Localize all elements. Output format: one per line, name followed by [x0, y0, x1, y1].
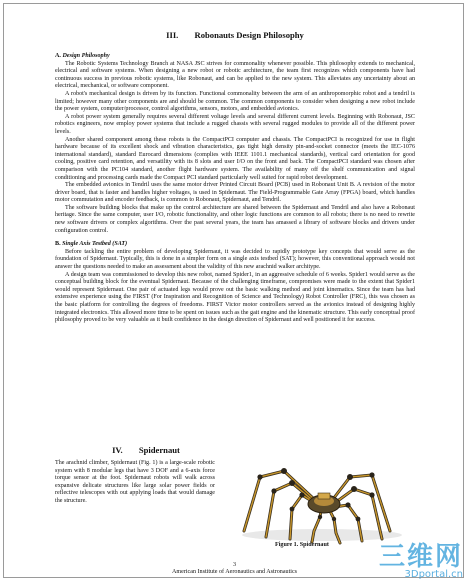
subsection-label: B.	[55, 241, 61, 248]
figure-caption: Figure 1. Spidernaut	[275, 542, 329, 548]
subsection-title: Single Axis Testbed (SAT)	[62, 241, 128, 248]
footer-organization: American Institute of Aeronautics and Astronautics	[171, 569, 298, 576]
watermark-logo: 三维网	[378, 542, 463, 572]
page-number: 3	[232, 562, 237, 568]
paragraph: A design team was commissioned to develop this new robot, named Spider1, in an aggressive schedule of 6 weeks. Spider1 would serve as the conceptual building block for the eventual Spidernaut. Because of the challenging timeframe, compromises were made to the extent that Spider1 would represent Spidernaut. One pair of actuated legs would prove out the basic walking method and joint kinematics. Since the team has had extensive experience using the FIRST (For Inspiration and Recognition of Science and Technology) Robot Controller (FRC), this was chosen as the basic platform for controlling the degrees of freedoms. FIRST Victor motor controllers served as the avionics instead of designing highly integrated electronics. This allowed more time to be spent on issues such as the gait engine and the kinematic structure. This early conceptual proof philosophy proved to be very valuable as it built confidence in the design direction of Spidernaut and well positioned it for success.	[55, 271, 415, 324]
subsection-heading-b	[55, 241, 415, 249]
section-title	[77, 445, 215, 456]
paragraph: The embedded avionics in Tendril uses the same motor driver Printed Circuit Board (PCB) used in Robonaut Unit B. A revision of the motor driver board, that is faster and handles higher voltages, is used in Spidernaut. The Field-Programmable Gate Array (FPGA) board, which handles motor commutation and encoder feedback, is common to Robonaut, Spidernaut, and Tendril.	[55, 182, 415, 204]
section-spidernaut	[55, 445, 215, 506]
subsection-title: Design Philosophy	[62, 53, 110, 59]
spidernaut-robot-photo	[222, 447, 415, 547]
paragraph: Before tackling the entire problem of developing Spidernaut, it was decided to rapidly prototype key concepts that would serve as the foundation of Spidernaut. Typically, this is done in a simpler form on a single axis testbed (SAT); however, this conventional approach would not answer the questions needed to make an assessment about the validity of this new arachnid walker architype.	[55, 248, 415, 271]
section-heading: Spidernaut	[138, 445, 180, 455]
watermark-url: 3Dportal.cn	[404, 569, 463, 580]
paragraph: The arachnid climber, Spidernaut (Fig. 1) is a large-scale robotic system with 8 modular legs that have 3 DOF and a 6-axis force torque sensor at the foot. Spidernaut robots will walk across expansive delicate structures like large solar power fields or reflective telescopes with out applying loads that would damage the structure.	[55, 460, 215, 504]
section-title	[55, 30, 415, 41]
paragraph: Another shared component among these robots is the CompactPCI computer and chassis. The CompactPCI is recognized for use in flight hardware because of its excellent shock and vibration characteristics, gas tight high density pin-and-socket connector (meets the IEC-1076 international standard), standard Eurocard dimensions (complies with IEEE 1101.1 mechanical standards), vertical card orientation for good cooling, positive card retention, and versatility with its 8 slots and user I/O on the front and back. The CompactPCI standard was chosen after comparison with the PC104 standard, another flight hardware system. The availability of many off the shelf communication and signal conditioning and processing cards made the Compact PCI standard particularly well suited for rapid robot development.	[55, 136, 415, 181]
paragraph: The Robotic Systems Technology Branch at NASA JSC strives for commonality whenever possible. This philosophy extends to mechanical, electrical and software systems. When designing a new robot or robotic architecture, the team first recognizes which components have had continuous success in previous robotic systems, like Robonaut, and can be applied to the new system. This alleviates any uncertainty about an electrical, mechanical, or software component.	[55, 60, 415, 90]
site-watermark	[353, 536, 463, 580]
paragraph: A robot's mechanical design is driven by its function. Functional commonality between the arm of an anthropomorphic robot and a tendril is limited; however many other components are and should be common. The common components to consider when designing a new robot include the power system, computer/processor, control algorithms, sensors, motors, and embedded avionics.	[55, 90, 415, 113]
subsection-heading-a	[55, 53, 415, 61]
section-number: III.	[166, 30, 179, 40]
section-number: IV.	[112, 445, 123, 455]
document-body	[55, 30, 415, 325]
paragraph: The software building blocks that make up the control architecture are shared between the Spidernaut and Tendril and also have a Robonaut heritage. Since the same computer, user I/O, robotic functionality, and other logic functions are common to all robots; there is no need to rewrite new software drivers or complex algorithms. Over the past several years, the team has amassed a library of software blocks and drivers under configuration control.	[55, 204, 415, 234]
section-heading: Robonauts Design Philosophy	[194, 30, 304, 40]
paragraph: A robot power system generally requires several different voltage levels and several different current levels. Beginning with Robonaut, JSC robotics engineers, now employ power systems that include a rugged chassis with several rugged modules to provide all of the different power levels.	[55, 113, 415, 135]
subsection-label: A.	[55, 53, 61, 59]
